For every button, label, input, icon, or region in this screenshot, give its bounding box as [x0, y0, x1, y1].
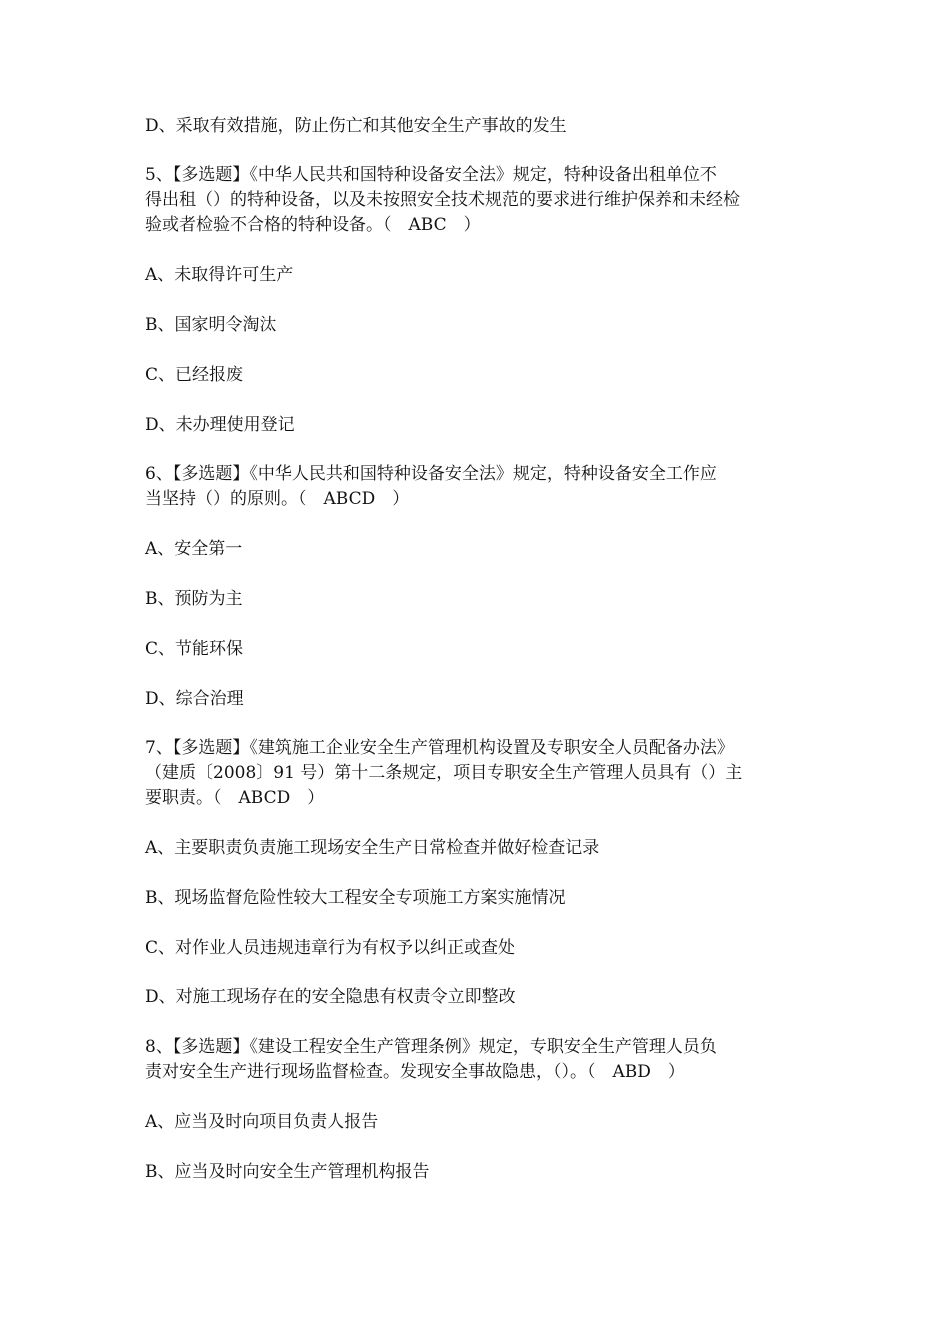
- question-7-line-1: 7、【多选题】《建筑施工企业安全生产管理机构设置及专职安全人员配备办法》: [145, 738, 734, 758]
- question-8-line-1: 8、【多选题】《建设工程安全生产管理条例》规定，专职安全生产管理人员负: [145, 1037, 717, 1057]
- option-q5-a: A、未取得许可生产: [145, 265, 294, 285]
- option-q6-b: B、预防为主: [145, 589, 243, 609]
- option-q7-a: A、主要职责负责施工现场安全生产日常检查并做好检查记录: [145, 838, 600, 858]
- option-q7-c: C、对作业人员违规违章行为有权予以纠正或查处: [145, 938, 516, 958]
- option-q7-b: B、现场监督危险性较大工程安全专项施工方案实施情况: [145, 888, 566, 908]
- option-q4-d: D、采取有效措施，防止伤亡和其他安全生产事故的发生: [145, 116, 567, 136]
- question-7-line-3: 要职责。（ ABCD ）: [145, 788, 325, 808]
- question-5-line-1: 5、【多选题】《中华人民共和国特种设备安全法》规定，特种设备出租单位不: [145, 165, 717, 185]
- question-6-line-2: 当坚持（）的原则。（ ABCD ）: [145, 489, 410, 509]
- option-q5-d: D、未办理使用登记: [145, 415, 295, 435]
- question-5-line-2: 得出租（）的特种设备，以及未按照安全技术规范的要求进行维护保养和未经检: [145, 190, 740, 210]
- option-q8-a: A、应当及时向项目负责人报告: [145, 1112, 379, 1132]
- option-q5-b: B、国家明令淘汰: [145, 315, 277, 335]
- option-q6-c: C、节能环保: [145, 639, 244, 659]
- option-q5-c: C、已经报废: [145, 365, 244, 385]
- option-q8-b: B、应当及时向安全生产管理机构报告: [145, 1162, 430, 1182]
- option-q7-d: D、对施工现场存在的安全隐患有权责令立即整改: [145, 987, 516, 1007]
- question-8-line-2: 责对安全生产进行现场监督检查。发现安全事故隐患，（）。（ ABD ）: [145, 1062, 685, 1082]
- option-q6-d: D、综合治理: [145, 689, 244, 709]
- question-6-line-1: 6、【多选题】《中华人民共和国特种设备安全法》规定，特种设备安全工作应: [145, 464, 717, 484]
- option-q6-a: A、安全第一: [145, 539, 243, 559]
- question-7-line-2: （建质〔2008〕91 号）第十二条规定，项目专职安全生产管理人员具有（）主: [145, 763, 743, 783]
- question-5-line-3: 验或者检验不合格的特种设备。（ ABC ）: [145, 215, 481, 235]
